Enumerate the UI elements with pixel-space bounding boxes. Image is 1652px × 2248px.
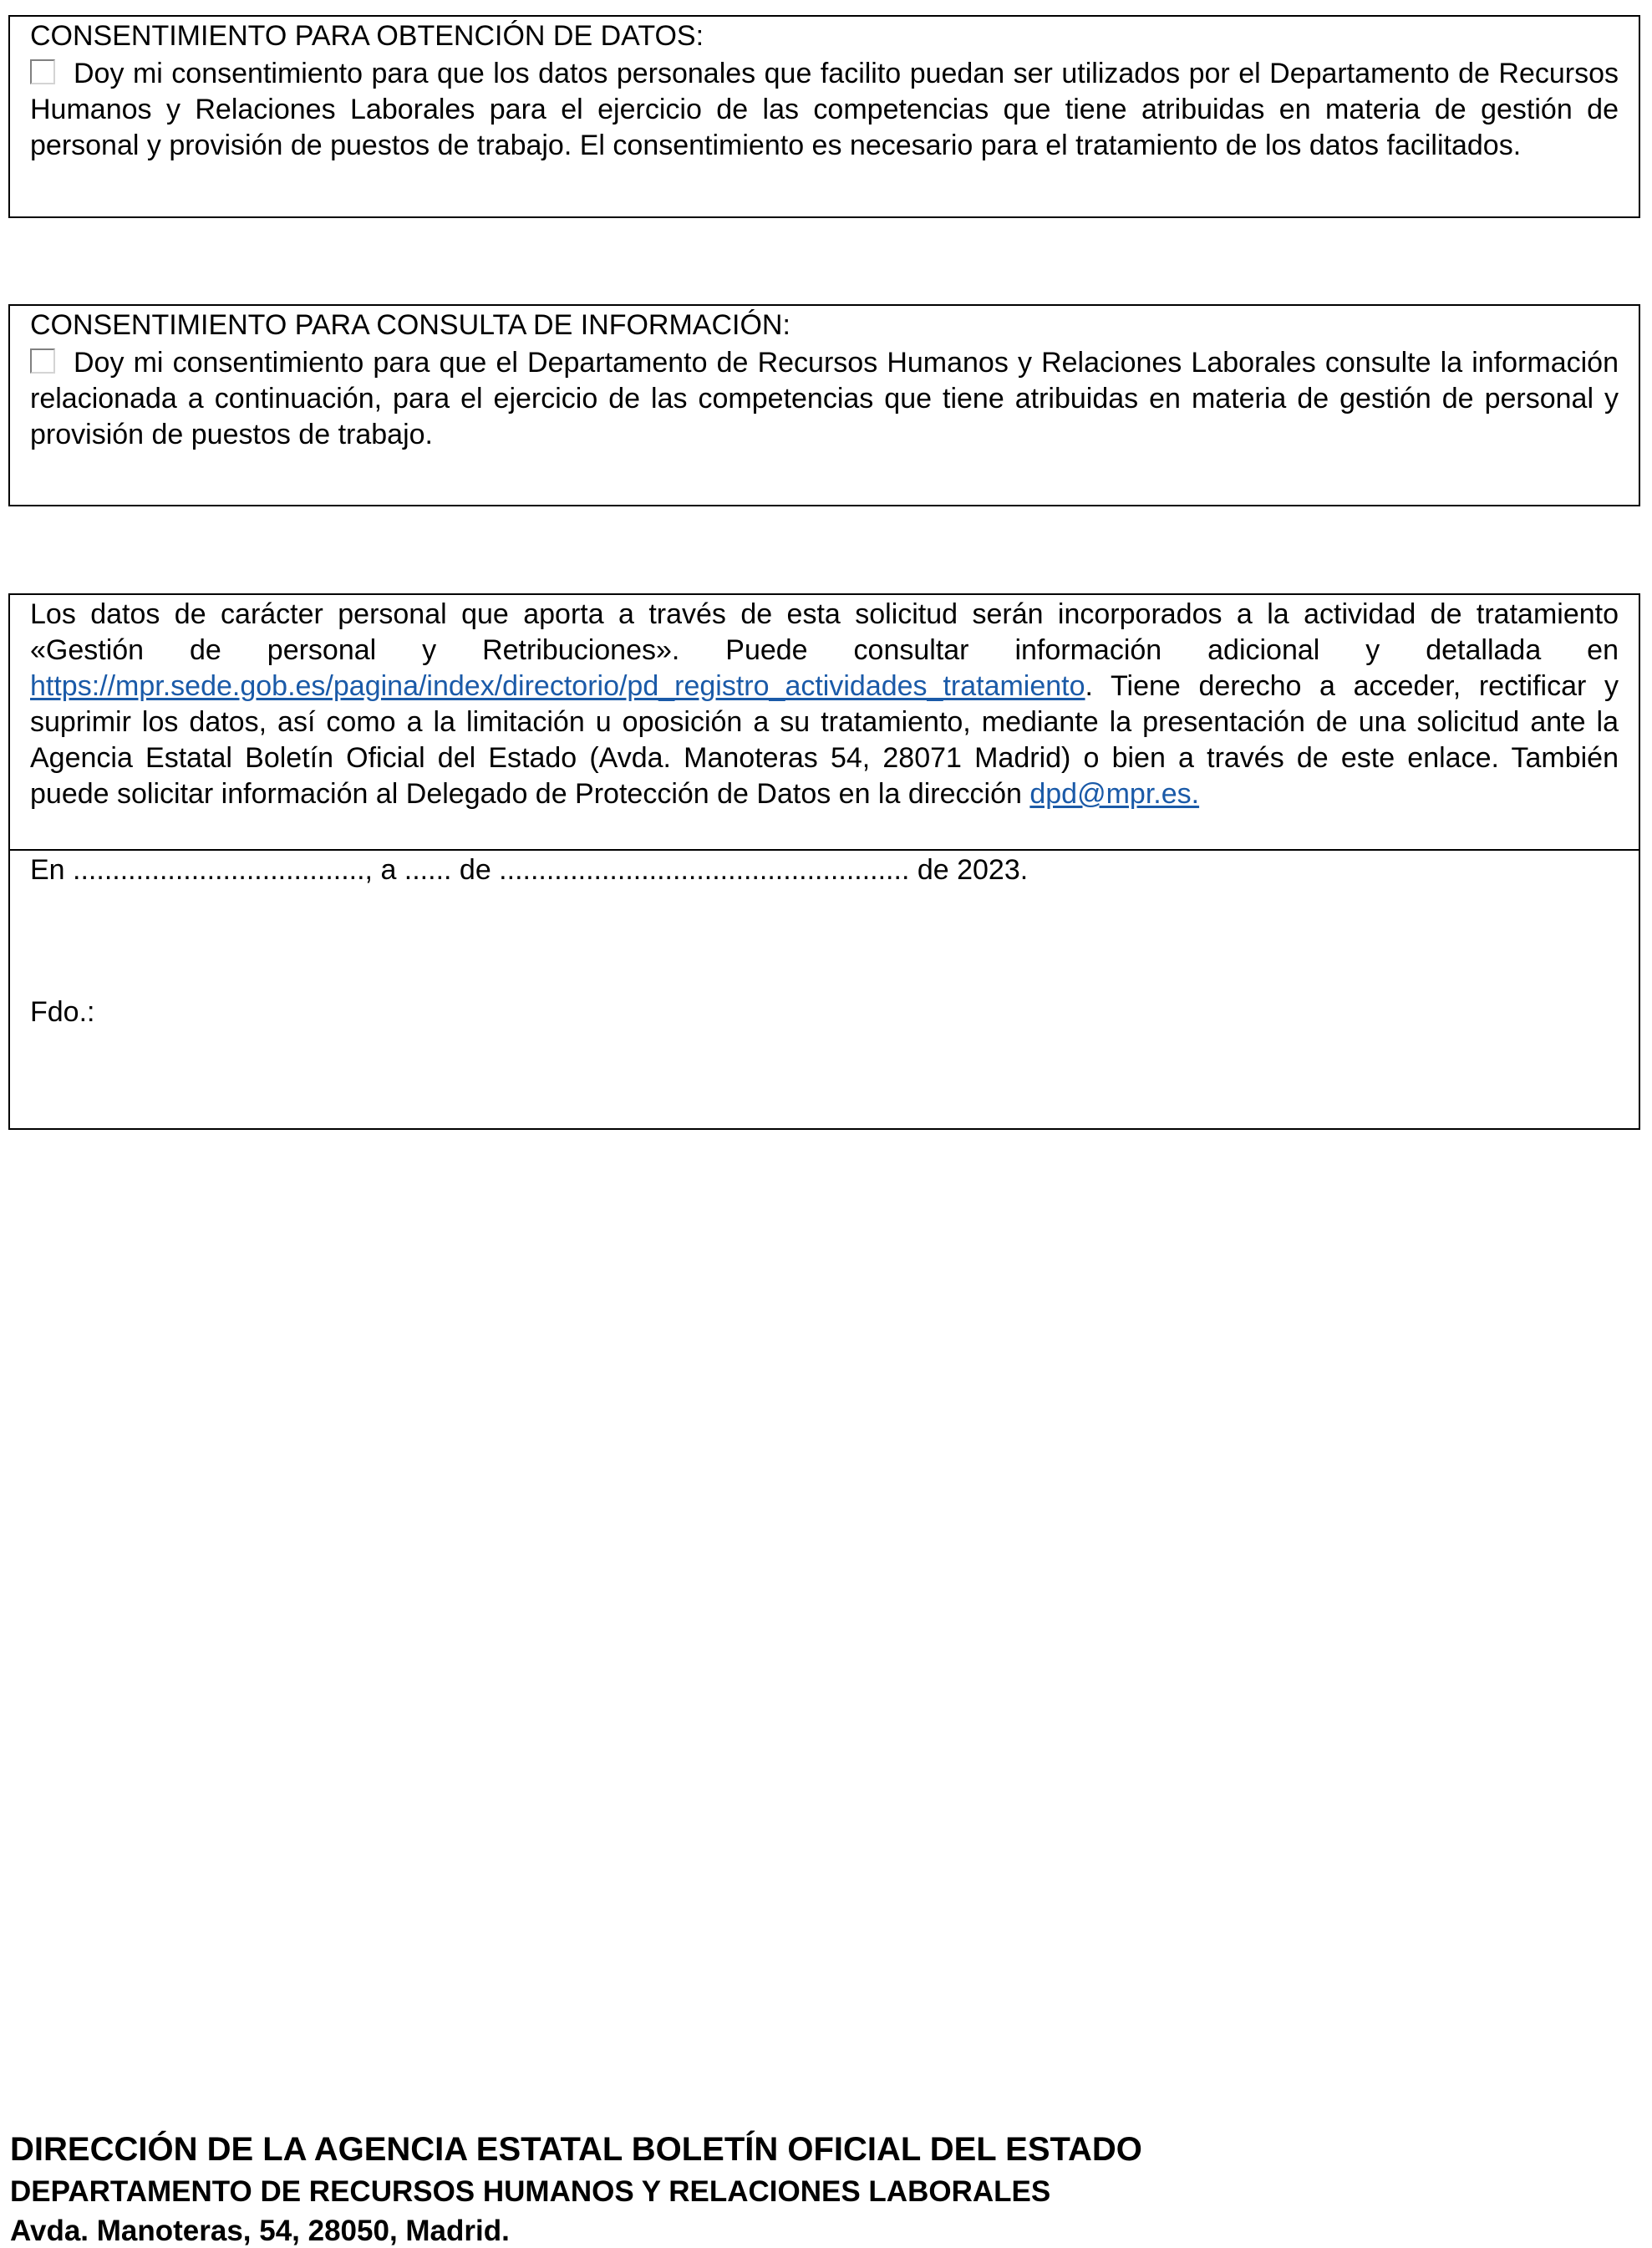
footer-department-name: DEPARTAMENTO DE RECURSOS HUMANOS Y RELACIONES LABORALES: [10, 2175, 1051, 2208]
consent-consult-text: Doy mi consentimiento para que el Departamento de Recursos Humanos y Relaciones Laborales consulte la información relacionada a continuación, para el ejercicio de las competencias que tiene atribuidas en materia de gestión de personal y provisión de puestos de trabajo.: [30, 347, 1619, 450]
signed-label: Fdo.:: [30, 996, 95, 1028]
footer-address: Avda. Manoteras, 54, 28050, Madrid.: [10, 2215, 510, 2247]
consent-consult-checkbox[interactable]: [30, 348, 55, 374]
footer-agency-name: DIRECCIÓN DE LA AGENCIA ESTATAL BOLETÍN OFICIAL DEL ESTADO: [10, 2131, 1142, 2168]
consent-consult-paragraph: [30, 345, 1619, 453]
consent-data-text: Doy mi consentimiento para que los datos personales que facilito puedan ser utilizados por el Departamento de Recursos Humanos y Relaciones Laborales para el ejercicio de las competencias que tiene atribuidas en materia de gestión de personal y provisión de puestos de trabajo. El consentimiento es necesario para el tratamiento de los datos facilitados.: [30, 58, 1619, 161]
consent-consult-heading: CONSENTIMIENTO PARA CONSULTA DE INFORMACIÓN:: [30, 309, 790, 341]
consent-data-heading: CONSENTIMIENTO PARA OBTENCIÓN DE DATOS:: [30, 20, 704, 52]
signature-section: [8, 849, 1640, 1130]
privacy-text-after-link: . Tiene derecho a acceder, rectificar y suprimir los datos, así como a la limitación u oposición a su tratamiento, mediante la presentación de una solicitud ante la Agencia Estatal Boletín Oficial del Estado (Avda. Manoteras 54, 28071 Madrid) o bien a través de este enlace. También puede solicitar información al Delegado de Protección de Datos en la dirección: [30, 670, 1619, 810]
dpo-email-link[interactable]: dpd@mpr.es.: [1029, 778, 1200, 810]
treatment-registry-link[interactable]: https://mpr.sede.gob.es/pagina/index/directorio/pd_registro_actividades_tratamiento: [30, 670, 1085, 702]
privacy-notice-section: [8, 593, 1640, 851]
privacy-notice-paragraph: [30, 597, 1619, 812]
consent-data-section: [8, 15, 1640, 218]
consent-consult-section: [8, 304, 1640, 506]
privacy-text-before-link: Los datos de carácter personal que aporta a través de esta solicitud serán incorporados a la actividad de tratamiento «Gestión de personal y Retribuciones». Puede consultar información adicional y detallada en: [30, 598, 1619, 666]
consent-data-checkbox[interactable]: [30, 59, 55, 84]
place-date-line: En ....................................., a ...... de .................................................... de 2023.: [30, 854, 1029, 886]
consent-data-paragraph: [30, 56, 1619, 164]
